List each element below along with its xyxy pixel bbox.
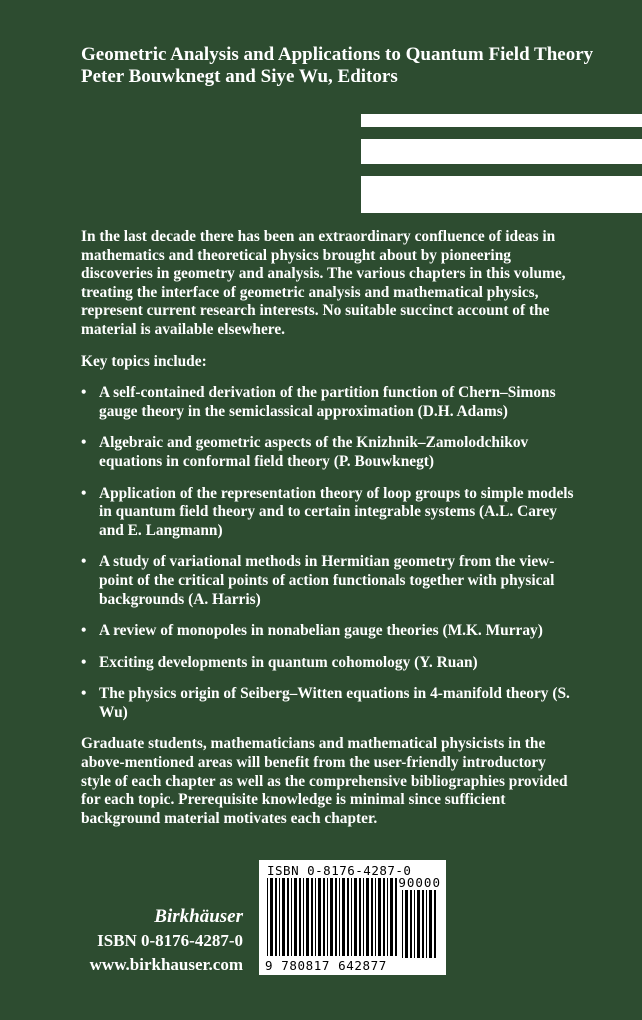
barcode-bar [306,878,309,956]
barcode-bar [363,878,364,956]
topic-item [81,434,575,471]
bullet-icon: • [81,622,87,640]
barcode-bar [422,890,424,958]
bullet-icon: • [81,434,87,452]
barcode-bar [347,878,349,956]
barcode-bar [294,878,297,956]
barcode-icon [267,878,399,956]
barcode-bar [366,878,369,956]
barcode-isbn: ISBN 0-8176-4287-0 [267,863,412,878]
book-header [81,44,621,88]
topic-item [81,622,575,641]
barcode-bar [330,878,333,956]
book-editors: Peter Bouwknegt and Siye Wu, Editors [81,66,398,87]
barcode-bar [299,878,301,956]
topic-text: Algebraic and geometric aspects of the Knizhnik–Zamolodchikov equations in conformal field theory (P. Bouwknegt) [99,434,529,470]
topic-text: A study of variational methods in Hermitian geometry from the view-point of the critical points of action functionals together with physical backgrounds (A. Harris) [99,553,555,608]
stripe-3 [361,176,642,213]
barcode-bar [383,878,385,956]
topic-text: A review of monopoles in nonabelian gauge theories (M.K. Murray) [99,622,543,640]
barcode-bar [387,878,388,956]
topic-item [81,485,575,541]
back-cover-text [81,228,575,841]
barcode-bar [279,878,280,956]
topics-heading: Key topics include: [81,352,207,370]
bullet-icon: • [81,653,87,671]
topic-item [81,384,575,421]
barcode-bar [275,878,277,956]
barcode-bar [287,878,289,956]
barcode-bar [318,878,321,956]
barcode-bar [378,878,381,956]
barcode-bar [395,878,397,956]
book-title: Geometric Analysis and Applications to Quantum Field Theory [81,44,594,65]
barcode-addon-icon [402,890,440,958]
barcode-bar [405,890,408,958]
barcode-bar [267,878,268,956]
barcode-digits: 9 780817 642877 [265,958,387,973]
publisher-isbn: ISBN 0-8176-4287-0 [97,931,243,950]
barcode-bar [351,878,352,956]
barcode-bar [342,878,345,956]
barcode-bar [402,890,403,958]
stripe-1 [361,114,642,127]
barcode-bar [410,890,412,958]
barcode-bar [311,878,313,956]
barcode-bar [323,878,325,956]
topic-text: The physics origin of Seiberg–Witten equations in 4-manifold theory (S. Wu) [99,685,570,721]
publisher-url: www.birkhauser.com [89,955,243,974]
bullet-icon: • [81,553,87,571]
barcode-bar [315,878,316,956]
barcode-bar [291,878,292,956]
barcode-bar [429,890,432,958]
barcode-label [259,860,446,975]
barcode-bar [359,878,361,956]
barcode-bar [371,878,373,956]
topic-item [81,654,575,673]
barcode-bar [417,890,420,958]
topic-text: A self-contained derivation of the partition function of Chern–Simons gauge theory in the semiclassical approximation (D.H. Adams) [99,384,556,420]
bullet-icon: • [81,685,87,703]
publisher-name: Birkhäuser [154,906,243,927]
topic-text: Application of the representation theory of loop groups to simple models in quantum field theory and to certain integrable systems (A.L. Carey and E. Langmann) [99,484,574,539]
barcode-bar [303,878,304,956]
topic-item [81,685,575,722]
intro-paragraph: In the last decade there has been an extraordinary confluence of ideas in mathematics and theoretical physics brought about by pioneering discoveries in geometry and analysis. The various chapters in this volume, treating the interface of geometric analysis and mathematical physics, represent current research interests. No suitable succinct account of the material is available elsewhere. [81,228,566,338]
barcode-bar [270,878,273,956]
topic-item [81,553,575,609]
publisher-block [81,905,243,977]
barcode-bar [282,878,285,956]
stripe-2 [361,139,642,164]
closing-paragraph: Graduate students, mathematicians and mathematical physicists in the above-mentioned areas will benefit from the user-friendly introductory style of each chapter as well as the comprehensive bibliographies provided for each topic. Prerequisite knowledge is minimal since sufficient background material motivates each chapter. [81,735,568,827]
barcode-addon: 90000 [398,875,441,890]
barcode-bar [434,890,436,958]
bullet-icon: • [81,384,87,402]
barcode-bar [390,878,393,956]
topic-text: Exciting developments in quantum cohomology (Y. Ruan) [99,653,478,671]
bullet-icon: • [81,484,87,502]
barcode-bar [414,890,415,958]
topics-list [81,384,575,722]
barcode-bar [354,878,357,956]
barcode-bar [339,878,340,956]
barcode-bar [426,890,427,958]
barcode-bar [375,878,376,956]
barcode-bar [327,878,328,956]
barcode-bar [335,878,337,956]
